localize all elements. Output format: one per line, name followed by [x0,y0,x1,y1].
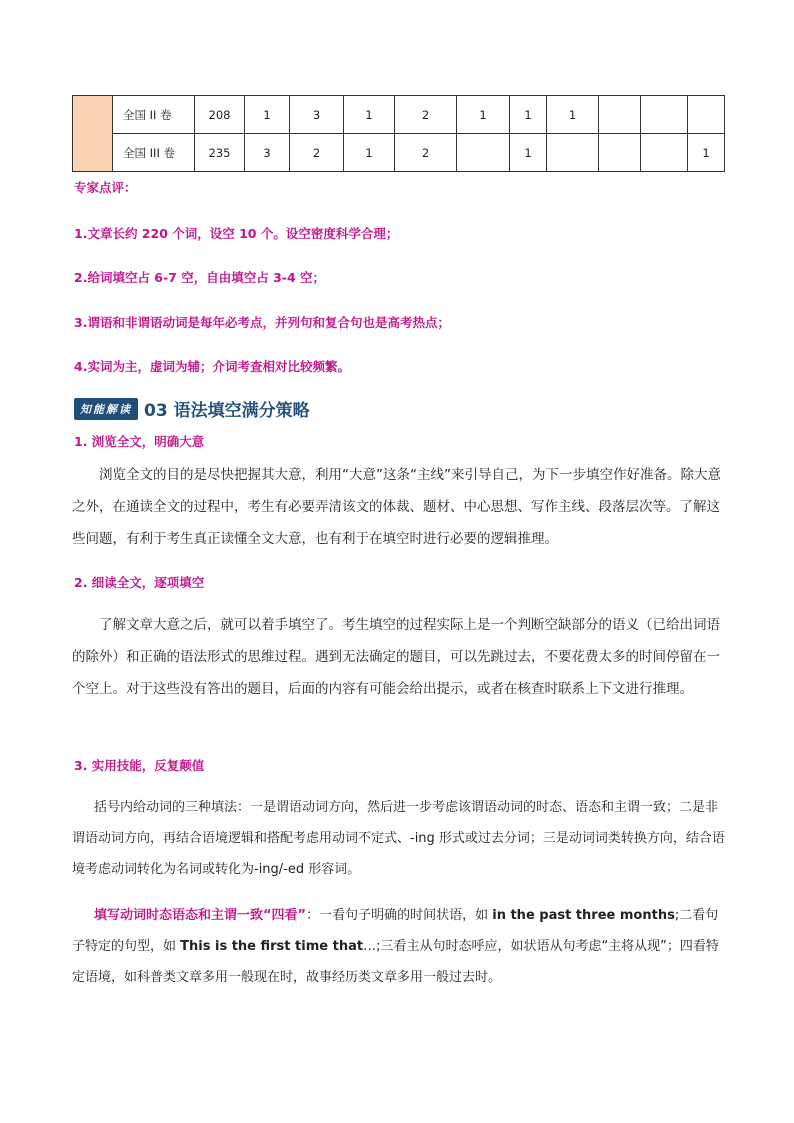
section-banner [74,396,310,421]
table-cell: 1 [547,96,599,134]
table-cell [641,96,688,134]
tip-example-1: in the past three months [492,908,675,923]
section-heading-3: 3. 实用技能，反复颠值 [74,758,205,773]
section-body-1: 浏览全文的目的是尽快把握其大意，利用“大意”这条“主线”来引导自己，为下一步填空作好准备。除大意之外，在通读全文的过程中，考生有必要弄清该文的体裁、题材、中心思想、写作主线、段落层次等。了解这些问题，有利于考生真正读懂全文大意，也有利于在填空时进行必要的逻辑推理。 [72,467,721,547]
table-cell: 1 [344,134,395,172]
banner-title: 03 语法填空满分策略 [144,401,310,421]
section-heading-2: 2. 细读全文，逐项填空 [74,575,205,590]
table-cell: 2 [395,96,457,134]
table-cell [457,134,510,172]
expert-point-4: 4.实词为主，虚词为辅；介词考查相对比较频繁。 [74,359,350,374]
exam-stats-table [72,95,725,172]
section-heading-1: 1. 浏览全文，明确大意 [74,434,205,449]
tip-lead: 填写动词时态语态和主谓一致“四看” [94,908,307,923]
table-cell [688,96,725,134]
expert-point-2: 2.给词填空占 6-7 空，自由填空占 3-4 空； [74,270,326,285]
table-cell [641,134,688,172]
section-body-3: 括号内给动词的三种填法：一是谓语动词方向，然后进一步考虑该谓语动词的时态、语态和主谓一致；二是非谓语动词方向，再结合语境逻辑和搭配考虑用动词不定式、-ing 形式或过去分词；三是动词词类转换方向，结合语境考虑动词转化为名词或转化为-ing/-ed 形容词。 [72,800,725,877]
table-cell: 2 [395,134,457,172]
tip-example-2: This is the first time that [180,939,364,954]
section-body-2: 了解文章大意之后，就可以着手填空了。考生填空的过程实际上是一个判断空缺部分的语义（已给出词语的除外）和正确的语法形式的思维过程。遇到无法确定的题目，可以先跳过去，不要花费太多的时间停留在一个空上。对于这些没有答出的题目，后面的内容有可能会给出提示，或者在核查时联系上下文进行推理。 [72,617,720,697]
tip-text-1: ：一看句子明确的时间状语，如 [306,908,493,923]
table-cell: 全国 II 卷 [113,96,195,134]
category-cell [73,96,113,172]
tip-paragraph [72,900,728,993]
banner-tag: 知能解读 [74,398,138,420]
table-cell: 1 [688,134,725,172]
table-cell: 1 [344,96,395,134]
table-row [73,134,725,172]
table-cell [599,96,641,134]
table-cell: 208 [195,96,245,134]
table-cell: 全国 III 卷 [113,134,195,172]
table-cell: 3 [245,134,290,172]
expert-comment-title: 专家点评： [74,180,137,195]
tip-text-3: …;三看主从句时态呼应，如状语从句考虑“主将从现”；四看特定语境，如科普类文章多用一般现在时，故事经历类文章多用一般过去时。 [72,939,719,985]
expert-point-1: 1.文章长约 220 个词，设空 10 个。设空密度科学合理； [74,226,399,241]
table-cell [599,134,641,172]
table-cell: 2 [290,134,344,172]
tip-text-2: ;二看句子特定的句型，如 [72,908,719,954]
table-row [73,96,725,134]
expert-point-3: 3.谓语和非谓语动词是每年必考点，并列句和复合句也是高考热点； [74,315,450,330]
table-cell: 1 [510,134,547,172]
table-cell: 1 [457,96,510,134]
table-cell: 1 [510,96,547,134]
table-cell: 235 [195,134,245,172]
table-cell: 1 [245,96,290,134]
table-cell [547,134,599,172]
table-cell: 3 [290,96,344,134]
